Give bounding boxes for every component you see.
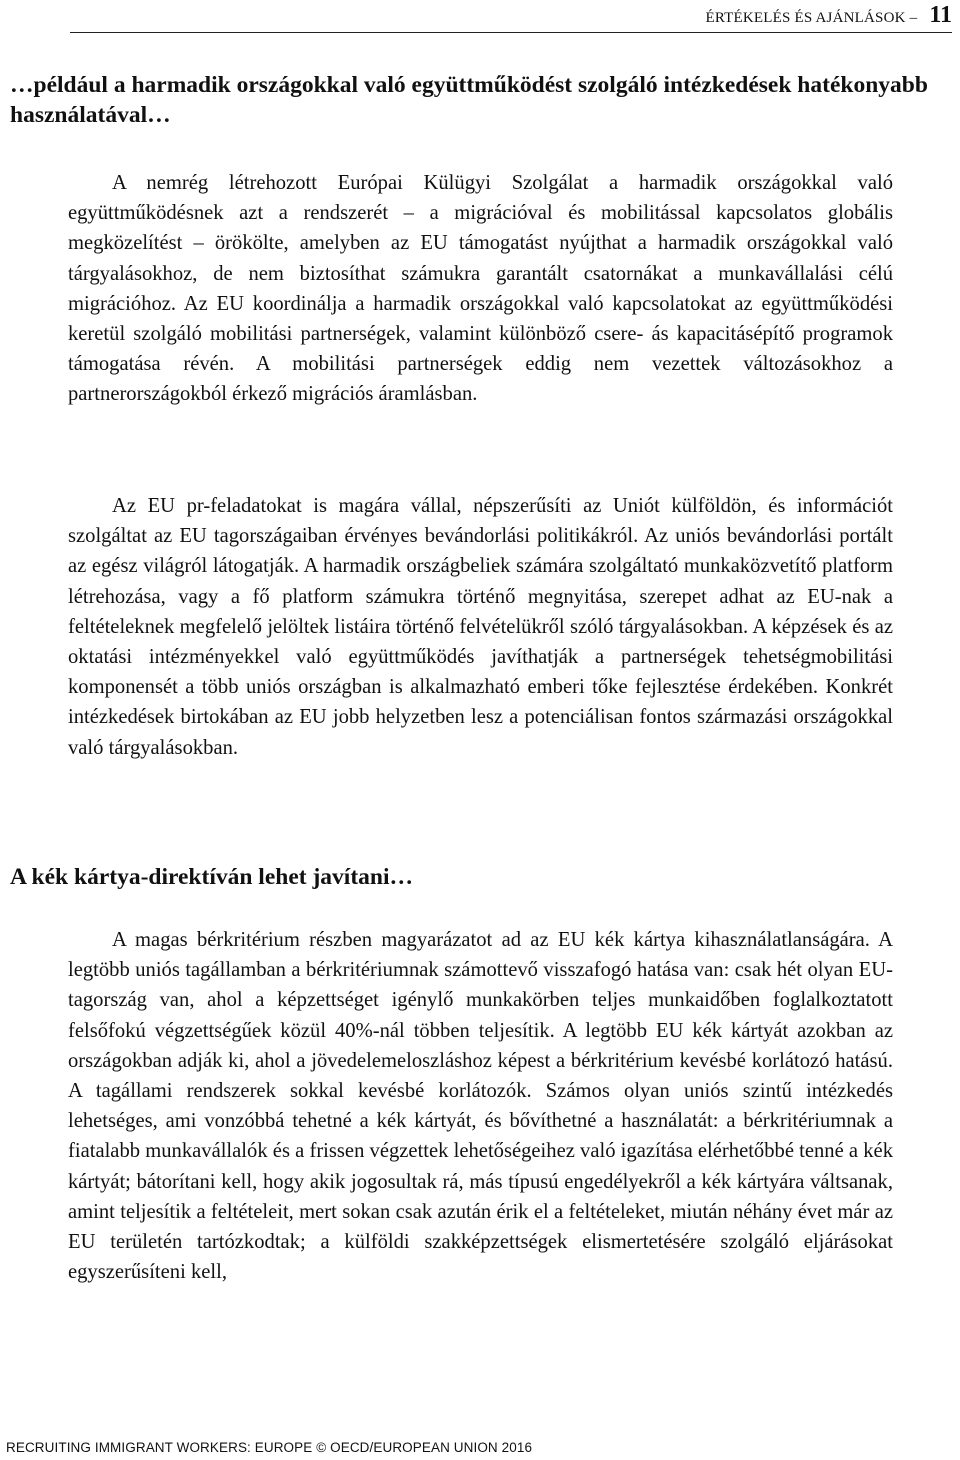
section-heading-blue-card: A kék kártya-direktíván lehet javítani…	[10, 864, 413, 890]
page-number: 11	[929, 2, 952, 28]
header-section-title: ÉRTÉKELÉS ÉS AJÁNLÁSOK –	[705, 10, 918, 26]
section-heading-third-countries: …például a harmadik országokkal való együttműködést szolgáló intézkedések hatékonyabb használatával…	[10, 72, 928, 128]
running-header	[70, 2, 952, 33]
paragraph-salary-threshold: A magas bérkritérium részben magyarázatot ad az EU kék kártya kihasználatlanságára. A legtöbb uniós tagállamban a bérkritériumnak számottevő visszafogó hatása van: csak hét olyan EU-tagország van, ahol a képzettséget igénylő munkakörben teljes munkaidőben foglalkoztatott felsőfokú végzettségűek közül 40%-nál többen teljesítik. A legtöbb EU kék kártyát azokban az országokban adják ki, ahol a jövedelemeloszláshoz képest a bérkritérium kevésbé korlátozó hatású. A tagállami rendszerek sokkal kevésbé korlátozók. Számos olyan uniós szintű intézkedés lehetséges, ami vonzóbbá tehetné a kék kártyát, és bővíthetné a használatát: a bérkritériumnak a fiatalabb munkavállalók és a frissen végzettek lehetőségeihez való igazítása elérhetőbbé tenné a kék kártyát; bátorítani kell, hogy akik jogosultak rá, más típusú engedélyekről a kék kártyára váltsanak, amint teljesítik a feltételeit, mert sokan csak azután érik el a feltételeket, miután néhány évet már az EU területén tartózkodtak; a külföldi szakképzettségek elismertetésére szolgáló eljárásokat egyszerűsíteni kell,	[68, 929, 893, 1284]
running-footer: RECRUITING IMMIGRANT WORKERS: EUROPE © OECD/EUROPEAN UNION 2016	[6, 1440, 533, 1455]
paragraph-eu-promotion: Az EU pr-feladatokat is magára vállal, népszerűsíti az Uniót külföldön, és információt szolgáltat az EU tagországaiban érvényes bevándorlási politikákról. Az uniós bevándorlási portált az egész világról látogatják. A harmadik országbeliek számára szolgáltató munkaközvetítő platform létrehozása, vagy a fő platform számukra történő megnyitása, szerepet adhat az EU-nak a feltételeknek megfelelő jelöltek listáira történő felvételükről szóló tárgyalásokban. A képzések és az oktatási intézményekkel való együttműködés javíthatják a partnerségek tehetségmobilitási komponensét a több uniós országban is alkalmazható emberi tőke fejlesztése érdekében. Konkrét intézkedések birtokában az EU jobb helyzetben lesz a potenciálisan fontos származási országokkal való tárgyalásokban.	[68, 495, 893, 759]
paragraph-external-action-service: A nemrég létrehozott Európai Külügyi Szolgálat a harmadik országokkal való együttműködésnek azt a rendszerét – a migrációval és mobilitással kapcsolatos globális megközelítést – örökölte, amelyben az EU támogatást nyújthat a harmadik országokkal való tárgyalásokhoz, de nem biztosíthat számukra garantált csatornákat a munkavállalási célú migrációhoz. Az EU koordinálja a harmadik országokkal való kapcsolatokat az együttműködési keretül szolgáló mobilitási partnerségek, valamint különböző csere- ás kapacitásépítő programok támogatása révén. A mobilitási partnerségek eddig nem vezettek változásokhoz a partnerországokból érkező migrációs áramlásban.	[68, 172, 893, 406]
